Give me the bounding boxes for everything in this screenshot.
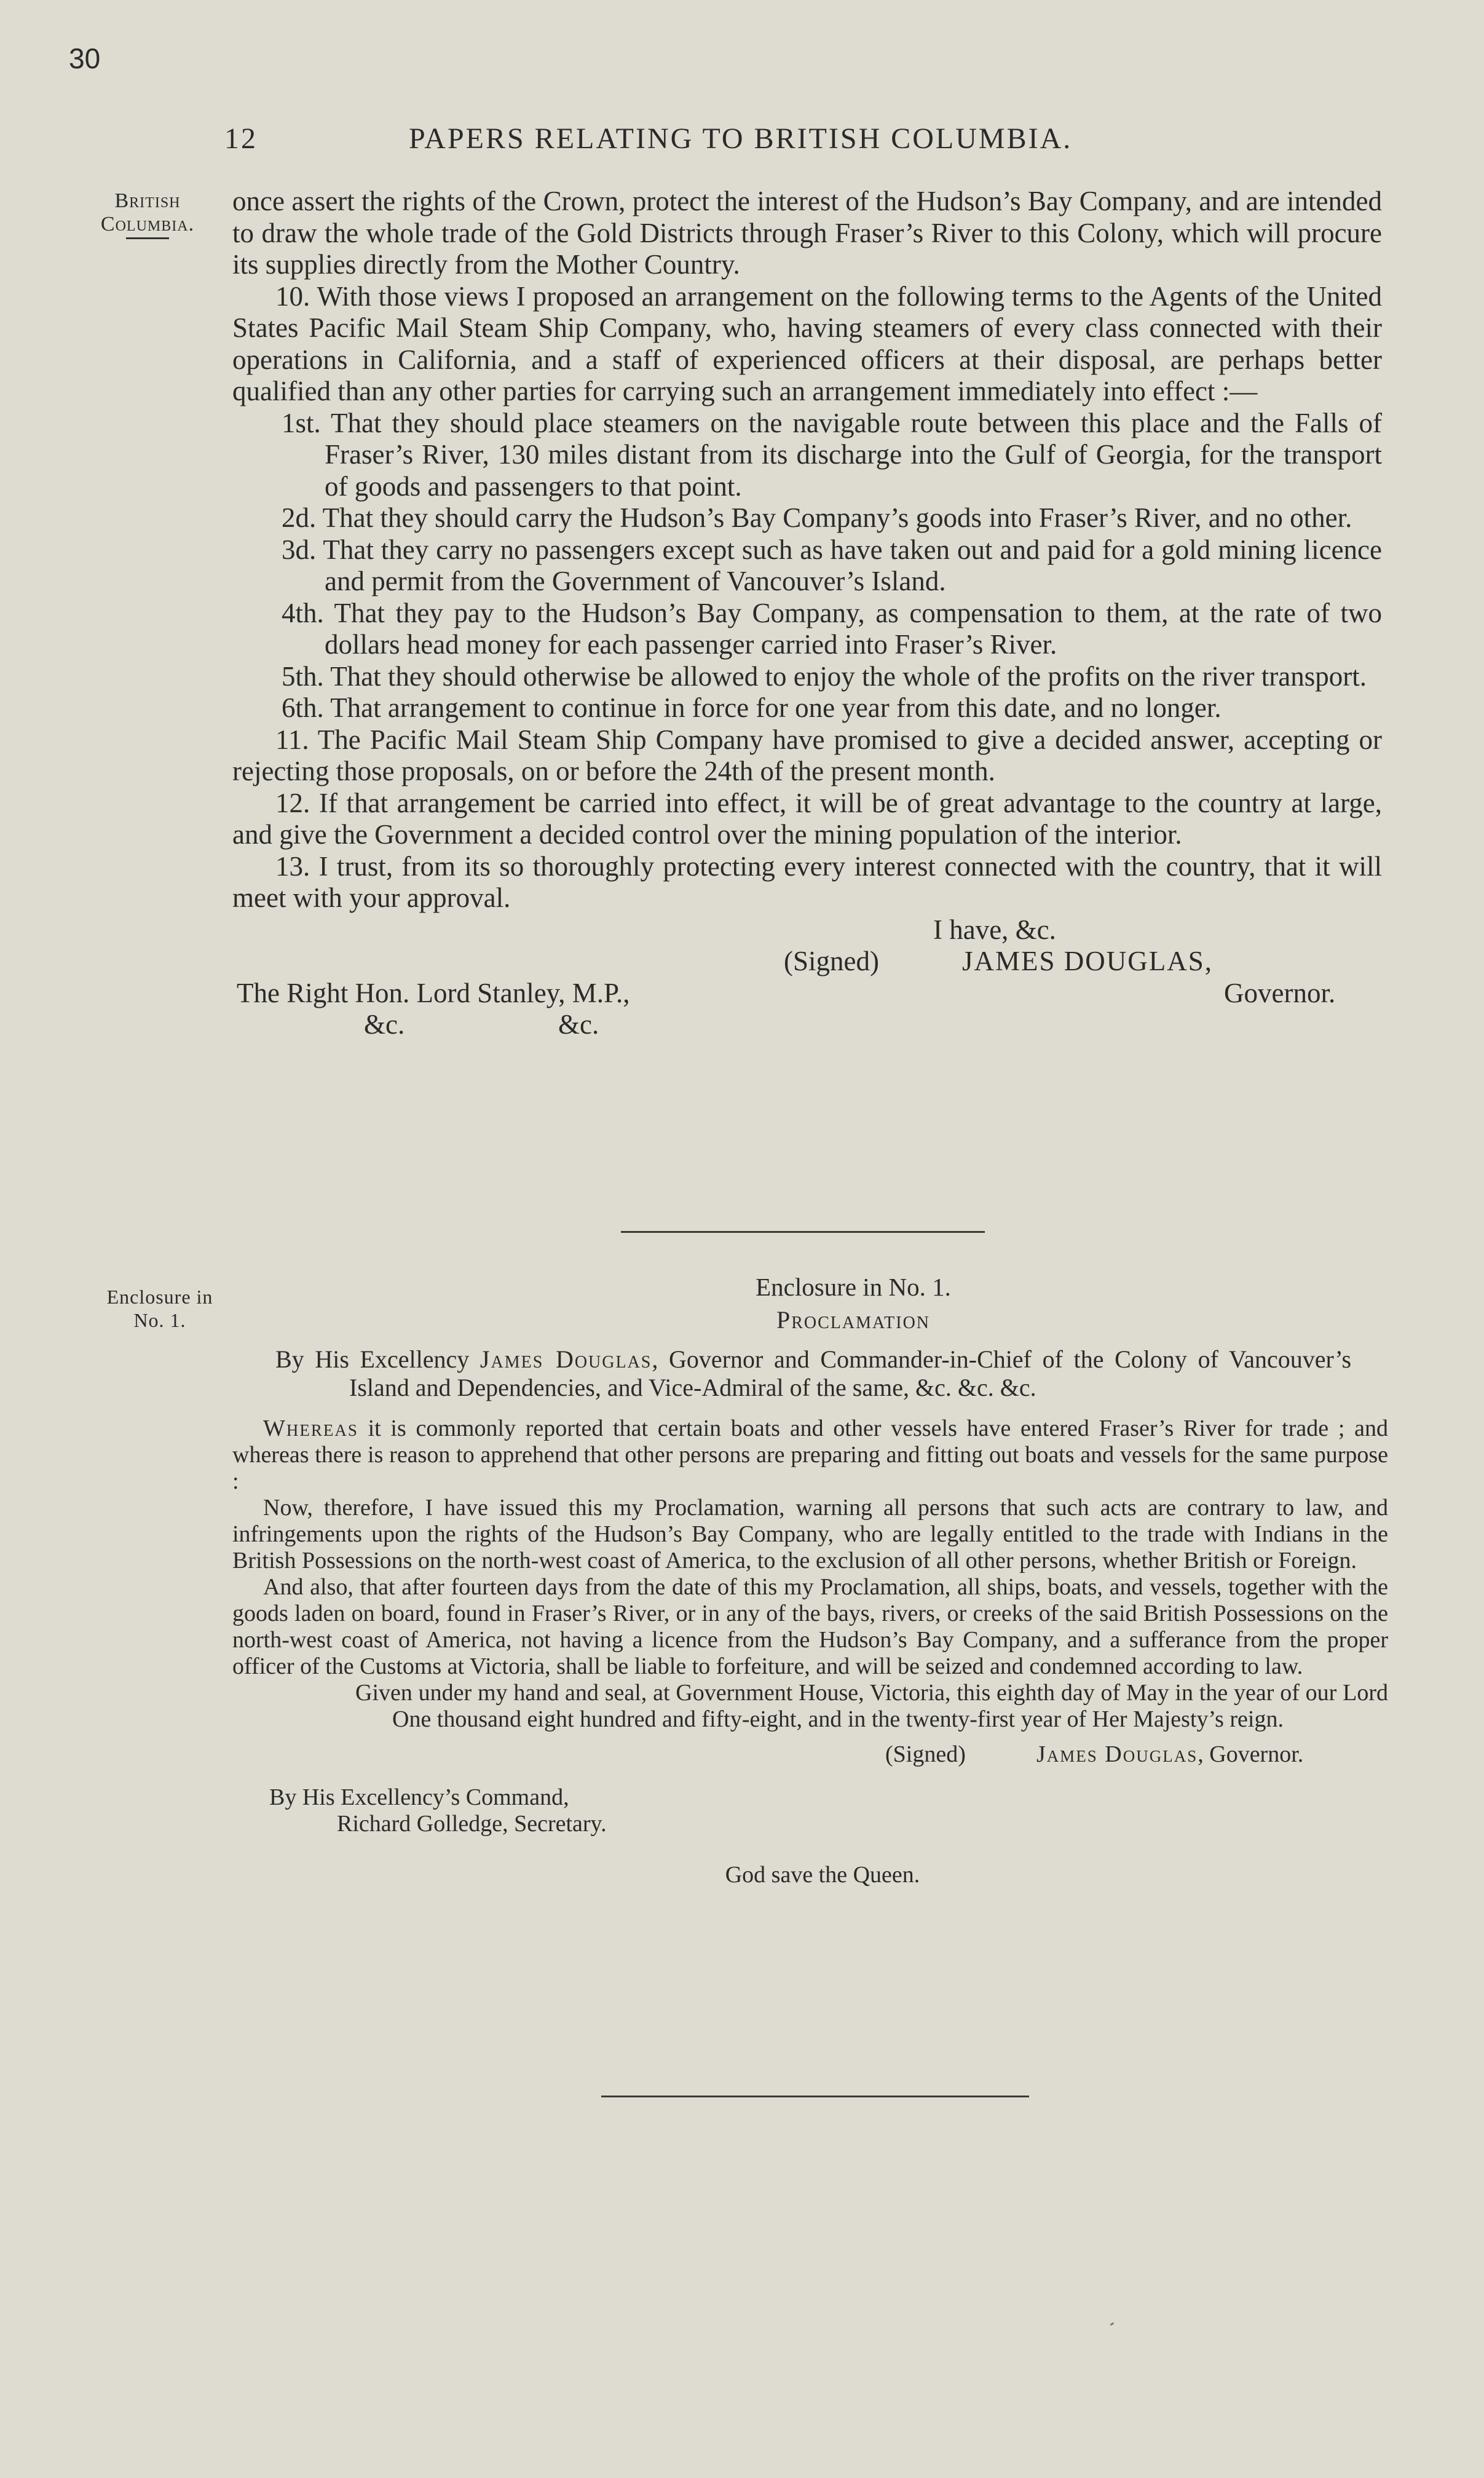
running-head-title: PAPERS RELATING TO BRITISH COLUMBIA. [409, 122, 1073, 155]
page-number: 30 [69, 42, 101, 74]
whereas-word: Whereas [263, 1415, 358, 1441]
letter-paragraph: 13. I trust, from its so thoroughly protecting every interest connected with the country, that it will meet with your approval. [232, 850, 1382, 913]
stray-mark [1110, 2322, 1115, 2326]
proclamation-signature [232, 1733, 1388, 1776]
by-line-name: James Douglas [480, 1345, 652, 1373]
etc: &c. [558, 1009, 599, 1040]
signature-line [232, 946, 1382, 978]
command-line: By His Excellency’s Command, [269, 1784, 569, 1810]
whereas-text: it is commonly reported that certain boats and other vessels have entered Fraser’s River for trade ; and whereas there is reason to apprehend that other persons are preparing and fitting out boats and vessels for the same purpose : [232, 1415, 1388, 1494]
closing-rule [601, 2096, 1029, 2097]
letter-paragraph: 11. The Pacific Mail Steam Ship Company have promised to give a decided answer, accepting or rejecting those proposals, on or before the 24th of the present month. [232, 724, 1382, 786]
now-therefore-paragraph: Now, therefore, I have issued this my Proclamation, warning all persons that such acts are contrary to law, and infringements upon the rights of the Hudson’s Bay Company, who are legally entitled to the trade with Indians in the British Possessions on the north-west coast of America, to the exclusion of all other persons, whether British or Foreign. [232, 1495, 1388, 1573]
margin-note-british-columbia [86, 189, 209, 239]
signatory-name: James Douglas [1036, 1741, 1198, 1767]
letter-paragraph: once assert the rights of the Crown, protect the interest of the Hudson’s Bay Company, and are intended to draw the whole trade of the Gold Districts through Fraser’s River to this Colony, which will procure its supplies directly from the Mother Country. [232, 186, 1382, 280]
proposal-item: 6th. That arrangement to continue in force for one year from this date, and no longer. [282, 692, 1222, 723]
etc-line [232, 1009, 1382, 1041]
secretary-line: Richard Golledge, Secretary. [337, 1811, 607, 1837]
by-line-rest: , Governor and Commander-in-Chief of the Colony of Vancouver’s Island and Dependencies, and Vice-Admiral of the same, &c. &c. &c. [349, 1345, 1352, 1401]
signed-label: (Signed) [885, 1741, 966, 1767]
signatory-title: , Governor. [1198, 1741, 1304, 1767]
proclamation-signatory [1036, 1741, 1303, 1768]
addressee: The Right Hon. Lord Stanley, M.P., [237, 977, 630, 1008]
margin-note-line: Enclosure in [106, 1286, 213, 1308]
etc: &c. [364, 1009, 405, 1040]
letter-paragraph: 12. If that arrangement be carried into effect, it will be of great advantage to the country at large, and give the Government a decided control over the mining population of the interior. [232, 787, 1382, 850]
signatory-title: Governor. [1224, 977, 1336, 1008]
given-paragraph: Given under my hand and seal, at Government House, Victoria, this eighth day of May in the year of our Lord One thousand eight hundred and fifty-eight, and in the twenty-first year of Her Majesty’s reign. [355, 1680, 1388, 1732]
proposal-item: 5th. That they should otherwise be allowed to enjoy the whole of the profits on the river transport. [282, 660, 1367, 692]
proposal-item: 1st. That they should place steamers on the navigable route between this place and the Falls of Fraser’s River, 130 miles distant from its discharge into the Gulf of Georgia, for the transport of goods and passengers to that point. [282, 407, 1382, 502]
margin-dash [126, 237, 169, 239]
proclamation-title: Proclamation [776, 1306, 931, 1334]
proposal-item: 2d. That they should carry the Hudson’s Bay Company’s goods into Fraser’s River, and no other. [282, 502, 1352, 533]
signed-label: (Signed) [784, 946, 879, 976]
margin-note-enclosure [98, 1285, 221, 1332]
proposal-item: 4th. That they pay to the Hudson’s Bay Company, as compensation to them, at the rate of two dollars head money for each passenger carried into Fraser’s River. [282, 597, 1382, 660]
enclosure-heading: Enclosure in No. 1. [756, 1273, 951, 1301]
margin-note-line: No. 1. [133, 1309, 186, 1331]
signatory: JAMES DOUGLAS, [962, 946, 1214, 976]
margin-note-line: British [114, 189, 181, 212]
enclosure [232, 1274, 1388, 1888]
section-rule [621, 1231, 985, 1233]
and-also-paragraph: And also, that after fourteen days from the date of this my Proclamation, all ships, boats, and vessels, together with the goods laden on board, found in Fraser’s River, or in any of the bays, rivers, or creeks of the said British Possessions on the north-west coast of America, not having a licence from the Hudson’s Bay Company, and a sufferance from the proper officer of the Customs at Victoria, shall be liable to forfeiture, and will be seized and condemned according to law. [232, 1574, 1388, 1679]
margin-note-line: Columbia. [100, 213, 195, 236]
running-head [224, 122, 1251, 156]
closing-line [232, 914, 1382, 946]
proposal-item: 3d. That they carry no passengers except such as have taken out and paid for a gold mining licence and permit from the Government of Vancouver’s Island. [282, 534, 1382, 596]
by-line-prefix: By His Excellency [275, 1345, 470, 1373]
proclamation-by-line [232, 1345, 1388, 1402]
letter-body [232, 186, 1382, 1041]
letter-paragraph: 10. With those views I proposed an arrangement on the following terms to the Agents of the United States Pacific Mail Steam Ship Company, who, having steamers of every class connected with their operations in California, and a staff of experienced officers at their disposal, are perhaps better qualified than any other parties for carrying such an arrangement immediately into effect :— [232, 280, 1382, 406]
whereas-paragraph [232, 1415, 1388, 1495]
closing: I have, &c. [933, 914, 1056, 945]
god-save-line: God save the Queen. [725, 1862, 920, 1888]
addressee-line [232, 978, 1382, 1010]
running-head-number: 12 [224, 122, 258, 155]
